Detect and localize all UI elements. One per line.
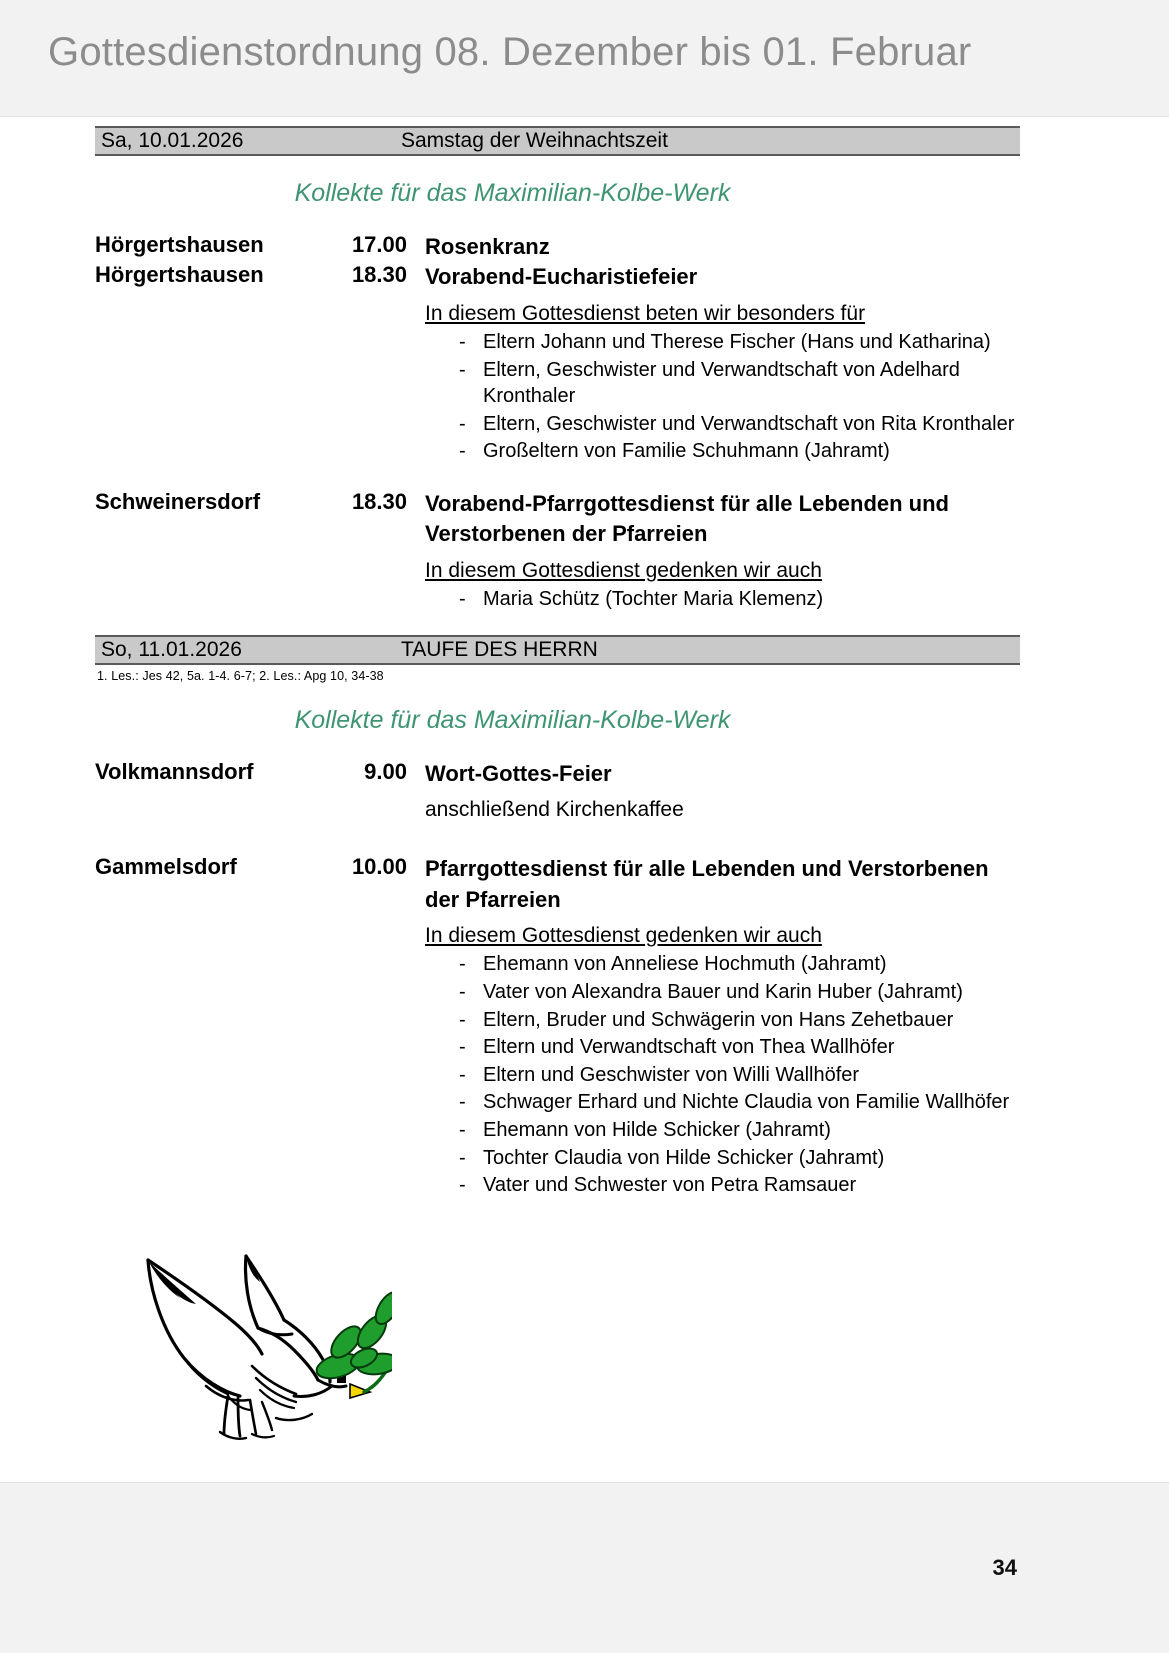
intention-item: - Eltern und Verwandtschaft von Thea Wallhöfer bbox=[459, 1034, 1020, 1061]
day-header-bar bbox=[95, 126, 1020, 156]
service-time: 17.00 bbox=[351, 232, 407, 257]
day-readings: 1. Les.: Jes 42, 5a. 1-4. 6-7; 2. Les.: Apg 10, 34-38 bbox=[97, 668, 384, 683]
bullet-dash: - bbox=[459, 440, 466, 463]
intention-item: - Großeltern von Familie Schuhmann (Jahramt) bbox=[459, 438, 1020, 465]
dove-with-olive-branch-icon bbox=[132, 1246, 392, 1441]
service-time: 9.00 bbox=[364, 758, 407, 784]
schedule-content bbox=[95, 126, 1020, 1199]
intentions-list bbox=[425, 586, 1020, 613]
service-time: 10.00 bbox=[351, 854, 407, 880]
bullet-dash: - bbox=[459, 331, 466, 354]
day-section bbox=[95, 635, 1020, 1199]
intention-item: - Eltern und Geschwister von Willi Wallhöfer bbox=[459, 1062, 1020, 1089]
day-liturgical-name: TAUFE DES HERRN bbox=[401, 637, 598, 661]
intention-item: - Eltern, Bruder und Schwägerin von Hans Zehetbauer bbox=[459, 1007, 1020, 1034]
intentions-heading: In diesem Gottesdienst gedenken wir auch bbox=[425, 924, 822, 948]
service-row bbox=[95, 759, 1020, 825]
service-subtitle: anschließend Kirchenkaffee bbox=[425, 797, 684, 821]
bullet-dash: - bbox=[459, 1174, 466, 1197]
bullet-dash: - bbox=[459, 1091, 466, 1114]
bullet-dash: - bbox=[459, 980, 466, 1003]
service-row bbox=[95, 262, 1020, 465]
day-header-bar bbox=[95, 635, 1020, 665]
bullet-dash: - bbox=[459, 1146, 466, 1169]
day-liturgical-name: Samstag der Weihnachtszeit bbox=[401, 129, 668, 152]
service-body bbox=[425, 262, 1020, 465]
bullet-dash: - bbox=[459, 588, 466, 610]
bullet-dash: - bbox=[459, 358, 466, 381]
service-title: Pfarrgottesdienst für alle Lebenden und Verstorbenen der Pfarreien bbox=[425, 856, 989, 912]
bullet-dash: - bbox=[459, 412, 466, 435]
intentions-heading: In diesem Gottesdienst gedenken wir auch bbox=[425, 558, 822, 582]
service-row bbox=[95, 854, 1020, 1198]
service-place: Gammelsdorf bbox=[95, 854, 237, 880]
service-body bbox=[425, 854, 1020, 1198]
bullet-dash: - bbox=[459, 1118, 466, 1141]
page-title: Gottesdienstordnung 08. Dezember bis 01. Februar bbox=[48, 30, 972, 74]
service-title: Vorabend-Pfarrgottesdienst für alle Lebenden und Verstorbenen der Pfarreien bbox=[425, 490, 949, 547]
intentions-list bbox=[425, 329, 1020, 465]
service-row bbox=[95, 489, 1020, 613]
intention-item: - Ehemann von Anneliese Hochmuth (Jahramt) bbox=[459, 951, 1020, 978]
intentions-list bbox=[425, 951, 1020, 1198]
service-title: Wort-Gottes-Feier bbox=[425, 760, 612, 786]
day-date: So, 11.01.2026 bbox=[101, 637, 242, 661]
bullet-dash: - bbox=[459, 953, 466, 976]
intention-item: - Maria Schütz (Tochter Maria Klemenz) bbox=[459, 586, 1020, 613]
bullet-dash: - bbox=[459, 1063, 466, 1086]
intention-item: - Eltern, Geschwister und Verwandtschaft von Rita Kronthaler bbox=[459, 411, 1020, 438]
bullet-dash: - bbox=[459, 1036, 466, 1059]
intention-item: - Ehemann von Hilde Schicker (Jahramt) bbox=[459, 1117, 1020, 1144]
service-body bbox=[425, 489, 1020, 613]
bullet-dash: - bbox=[459, 1008, 466, 1031]
service-title: Rosenkranz bbox=[425, 234, 550, 259]
service-place: Volkmannsdorf bbox=[95, 758, 254, 784]
intention-item: - Eltern Johann und Therese Fischer (Hans und Katharina) bbox=[459, 329, 1020, 356]
intention-item: - Vater und Schwester von Petra Ramsauer bbox=[459, 1172, 1020, 1199]
page-number: 34 bbox=[992, 1555, 1017, 1580]
intentions-heading: In diesem Gottesdienst beten wir besonders für bbox=[425, 301, 866, 325]
service-title: Vorabend-Eucharistiefeier bbox=[425, 264, 698, 290]
intention-item: - Eltern, Geschwister und Verwandtschaft von Adelhard Kronthaler bbox=[459, 358, 960, 408]
intention-item: - Tochter Claudia von Hilde Schicker (Jahramt) bbox=[459, 1145, 1020, 1172]
service-time: 18.30 bbox=[351, 262, 407, 288]
page-header-band bbox=[0, 0, 1169, 117]
service-place: Hörgertshausen bbox=[95, 232, 264, 257]
service-row bbox=[95, 232, 1020, 262]
service-time: 18.30 bbox=[351, 488, 407, 514]
intention-item: - Vater von Alexandra Bauer und Karin Huber (Jahramt) bbox=[459, 979, 1020, 1006]
day-section bbox=[95, 126, 1020, 613]
page-footer-band bbox=[0, 1482, 1169, 1653]
service-body bbox=[425, 759, 1020, 825]
olive-leaves bbox=[314, 1288, 392, 1383]
day-date: Sa, 10.01.2026 bbox=[101, 129, 244, 152]
kollekte-line: Kollekte für das Maximilian-Kolbe-Werk bbox=[294, 179, 731, 207]
service-place: Hörgertshausen bbox=[95, 262, 264, 288]
intention-item: - Schwager Erhard und Nichte Claudia von Familie Wallhöfer bbox=[459, 1089, 1020, 1116]
kollekte-line: Kollekte für das Maximilian-Kolbe-Werk bbox=[294, 705, 731, 734]
service-body bbox=[425, 232, 1020, 262]
service-place: Schweinersdorf bbox=[95, 488, 261, 514]
